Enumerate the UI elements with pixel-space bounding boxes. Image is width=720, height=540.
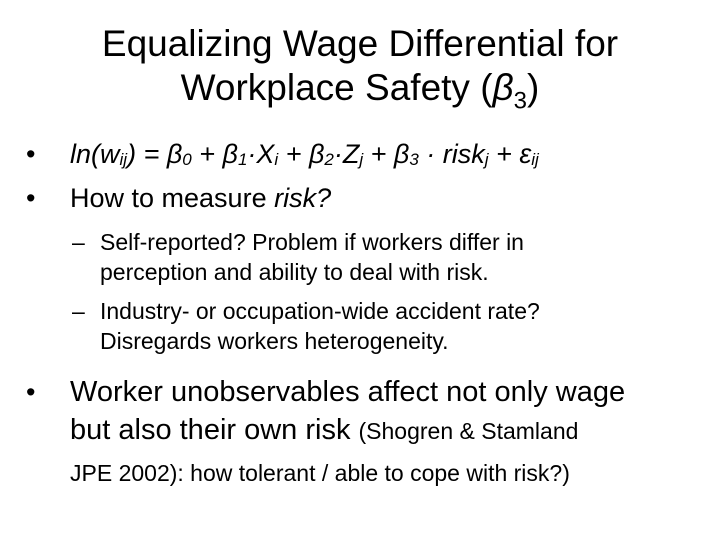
regression-formula: $\ln(w_{ij}) = \beta_0 + \beta_1\cdot X_i + \beta_2\cdot Z_j + \beta_3$ · risk$_j$ + $\varepsilon_{ij}$ <box>70 139 539 169</box>
title-line-2 <box>40 66 680 115</box>
bullet-line-2 <box>70 411 710 450</box>
slide-title <box>40 22 680 115</box>
title-beta: β <box>492 67 514 108</box>
bullet-marker: • <box>26 139 36 169</box>
title-beta-subscript: 3 <box>513 87 528 115</box>
bullet-unobservables <box>26 373 710 492</box>
bullet-text-italic: risk? <box>274 183 332 213</box>
dash-marker: – <box>72 229 85 255</box>
title-line-1: Equalizing Wage Differential for <box>101 23 619 64</box>
sub-bullet-line-1: Self-reported? Problem if workers differ in <box>100 229 524 255</box>
bullet-line-3: JPE 2002): how tolerant / able to cope with risk?) <box>70 460 570 486</box>
sub-bullet-line-1: Industry- or occupation-wide accident rate? <box>100 298 540 324</box>
title-line-2-text: Workplace Safety ( <box>180 67 493 108</box>
sub-bullet-line-2: Disregards workers heterogeneity. <box>100 328 449 354</box>
citation-text: (Shogren & Stamland <box>358 418 579 444</box>
bullet-text: How to measure <box>70 183 275 213</box>
dash-marker: – <box>72 298 85 324</box>
bullet-measure-risk <box>26 181 332 215</box>
sub-bullet-accident-rate <box>72 296 690 356</box>
bullet-marker: • <box>26 183 36 213</box>
sub-bullet-self-reported <box>72 227 690 287</box>
title-close-paren: ) <box>527 67 540 108</box>
sub-bullet-line-2: perception and ability to deal with risk. <box>100 259 489 285</box>
bullet-line-1: Worker unobservables affect not only wage <box>70 376 626 408</box>
bullet-formula <box>26 137 539 171</box>
bullet-marker: • <box>26 377 36 407</box>
bullet-line-2-text: but also their own risk <box>70 414 359 446</box>
